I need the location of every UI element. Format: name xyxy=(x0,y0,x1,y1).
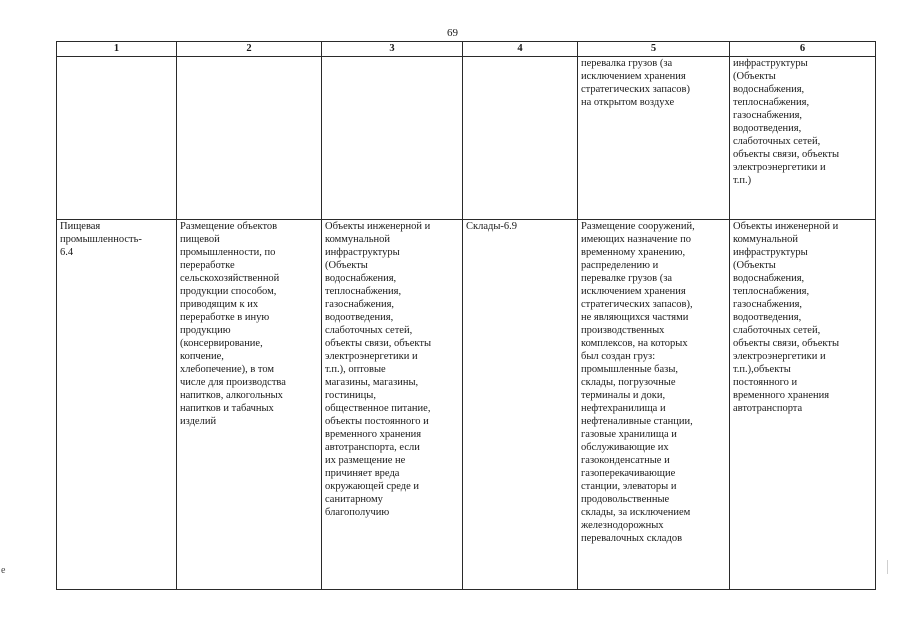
cell-main-use-description xyxy=(177,57,322,220)
column-header-5: 5 xyxy=(578,42,730,57)
column-header-1: 1 xyxy=(57,42,177,57)
table-row-continuation xyxy=(57,57,876,220)
scan-edge-mark xyxy=(887,560,888,574)
cell-conditional-auxiliary-use: инфраструктуры (Объекты водоснабжения, теплоснабжения, газоснабжения, водоотведения, слаботочных сетей, объекты связи, объекты электроэнергетики и т.п.) xyxy=(730,57,876,220)
cell-auxiliary-use: Объекты инженерной и коммунальной инфраструктуры (Объекты водоснабжения, теплоснабжения, газоснабжения, водоотведения, слаботочных сетей, объекты связи, объекты электроэнергетики и т.п.), оптовые магазины, магазины, гостиницы, общественное питание, объекты постоянного и временного хранения автотранспорта, если их размещение не причиняет вреда окружающей среде и санитарному благополучию xyxy=(322,220,463,590)
cell-conditional-use-description: перевалка грузов (за исключением хранения стратегических запасов) на открытом воздухе xyxy=(578,57,730,220)
cell-conditional-use: Склады-6.9 xyxy=(463,220,578,590)
margin-mark: e xyxy=(1,565,6,576)
cell-auxiliary-use xyxy=(322,57,463,220)
land-use-table xyxy=(56,41,876,590)
table-row-food-industry xyxy=(57,220,876,590)
cell-conditional-auxiliary-use: Объекты инженерной и коммунальной инфраструктуры (Объекты водоснабжения, теплоснабжения, газоснабжения, водоотведения, слаботочных сетей, объекты связи, объекты электроэнергетики и т.п.),объекты постоянного и временного хранения автотранспорта xyxy=(730,220,876,590)
table-header-row xyxy=(57,42,876,57)
page-number: 69 xyxy=(447,27,458,39)
cell-main-use: Пищевая промышленность- 6.4 xyxy=(57,220,177,590)
column-header-3: 3 xyxy=(322,42,463,57)
cell-conditional-use xyxy=(463,57,578,220)
column-header-4: 4 xyxy=(463,42,578,57)
cell-main-use xyxy=(57,57,177,220)
column-header-2: 2 xyxy=(177,42,322,57)
cell-conditional-use-description: Размещение сооружений, имеющих назначение по временному хранению, распределению и перевалке грузов (за исключением хранения стратегических запасов), не являющихся частями производственных комплексов, на которых был создан груз: промышленные базы, склады, погрузочные терминалы и доки, нефтехранилища и нефтеналивные станции, газовые хранилища и обслуживающие их газоконденсатные и газоперекачивающие станции, элеваторы и продовольственные склады, за исключением железнодорожных перевалочных складов xyxy=(578,220,730,590)
cell-main-use-description: Размещение объектов пищевой промышленности, по переработке сельскохозяйственной продукции способом, приводящим к их переработке в иную продукцию (консервирование, копчение, хлебопечение), в том числе для производства напитков, алкогольных напитков и табачных изделий xyxy=(177,220,322,590)
column-header-6: 6 xyxy=(730,42,876,57)
